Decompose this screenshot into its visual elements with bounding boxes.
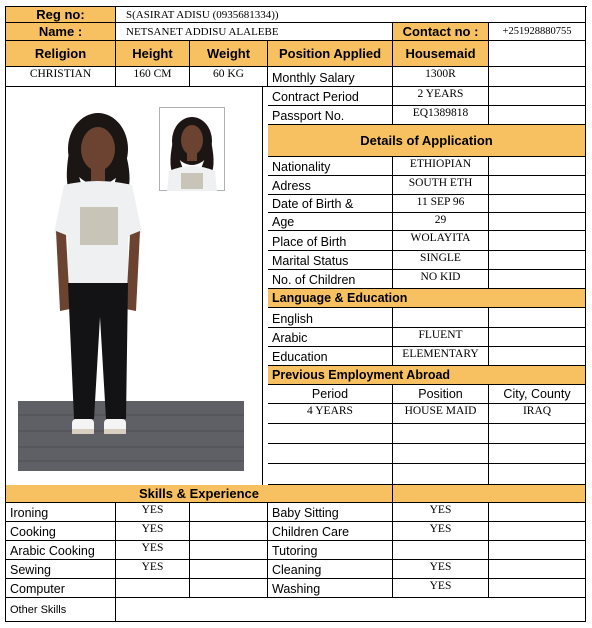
position-applied-header: Position Applied [268,41,393,67]
blank-cell [489,328,586,347]
ironing-label: Ironing [6,503,116,522]
weight-value: 60 KG [190,67,268,87]
weight-header: Weight [190,41,268,67]
position-applied-value: Housemaid [393,41,489,67]
employment-cell [489,424,586,444]
blank-cell [489,176,586,195]
skills-header-filler [393,485,586,503]
contact-value: +251928880755 [489,23,586,41]
address-label: Adress [268,176,393,195]
religion-header: Religion [6,41,116,67]
height-value: 160 CM [116,67,190,87]
employment-cell [393,444,489,464]
blank-cell [489,251,586,270]
monthly-salary-label: Monthly Salary [268,67,393,87]
arabic-cooking-label: Arabic Cooking [6,541,116,560]
city-county-header: City, County [489,385,586,404]
cooking-label: Cooking [6,522,116,541]
passport-photo [159,107,225,191]
blank-cell [190,503,268,522]
religion-value: CHRISTIAN [6,67,116,87]
reg-no-label: Reg no: [6,7,116,23]
height-header: Height [116,41,190,67]
passport-no-value: EQ1389818 [393,106,489,125]
arabic-value: FLUENT [393,328,489,347]
previous-employment-header: Previous Employment Abroad [268,366,586,385]
employment-cell: 4 YEARS [268,404,393,424]
age-label: Age [268,213,393,231]
employment-cell [268,424,393,444]
name-label: Name : [6,23,116,41]
marital-status-value: SINGLE [393,251,489,270]
employment-cell: HOUSE MAID [393,404,489,424]
language-education-header: Language & Education [268,289,586,308]
blank-cell [489,522,586,541]
name-value: NETSANET ADDISU ALALEBE [116,23,393,41]
photo-area [6,87,263,485]
blank-cell [489,579,586,598]
other-skills-label: Other Skills [6,598,116,622]
blank-cell [489,87,586,106]
application-form [5,6,587,622]
employment-cell [393,424,489,444]
age-value: 29 [393,213,489,231]
date-of-birth-label: Date of Birth & [268,195,393,213]
blank-cell [489,213,586,231]
blank-cell [489,41,586,67]
other-skills-value [116,598,586,622]
blank-cell [190,522,268,541]
marital-status-label: Marital Status [268,251,393,270]
washing-label: Washing [268,579,393,598]
blank-cell [489,270,586,289]
skills-experience-header: Skills & Experience [6,485,393,503]
sewing-value: YES [116,560,190,579]
education-value: ELEMENTARY [393,347,489,366]
employment-cell [489,444,586,464]
tutoring-value [393,541,489,560]
blank-cell [489,347,586,366]
details-of-application-header: Details of Application [268,125,586,157]
children-care-label: Children Care [268,522,393,541]
blank-cell [190,541,268,560]
sewing-label: Sewing [6,560,116,579]
blank-cell [489,541,586,560]
contract-period-value: 2 YEARS [393,87,489,106]
employment-cell [489,464,586,485]
computer-label: Computer [6,579,116,598]
address-value: SOUTH ETH [393,176,489,195]
blank-cell [489,560,586,579]
computer-value [116,579,190,598]
nationality-label: Nationality [268,157,393,176]
contact-label: Contact no : [393,23,489,41]
contract-period-label: Contract Period [268,87,393,106]
blank-cell [190,579,268,598]
baby-sitting-label: Baby Sitting [268,503,393,522]
blank-cell [489,195,586,213]
blank-cell [489,503,586,522]
cleaning-label: Cleaning [268,560,393,579]
children-care-value: YES [393,522,489,541]
monthly-salary-value: 1300R [393,67,489,87]
no-of-children-label: No. of Children [268,270,393,289]
cooking-value: YES [116,522,190,541]
tutoring-label: Tutoring [268,541,393,560]
education-label: Education [268,347,393,366]
blank-cell [489,157,586,176]
period-header: Period [268,385,393,404]
nationality-value: ETHIOPIAN [393,157,489,176]
passport-no-label: Passport No. [268,106,393,125]
arabic-label: Arabic [268,328,393,347]
blank-cell [489,231,586,251]
english-label: English [268,308,393,328]
employment-cell: IRAQ [489,404,586,424]
employment-cell [268,464,393,485]
ironing-value: YES [116,503,190,522]
blank-cell [489,106,586,125]
blank-cell [489,67,586,87]
no-of-children-value: NO KID [393,270,489,289]
arabic-cooking-value: YES [116,541,190,560]
place-of-birth-label: Place of Birth [268,231,393,251]
blank-cell [489,308,586,328]
employment-cell [393,464,489,485]
place-of-birth-value: WOLAYITA [393,231,489,251]
position-header: Position [393,385,489,404]
cleaning-value: YES [393,560,489,579]
employment-cell [268,444,393,464]
reg-no-value: S(ASIRAT ADISU (0935681334)) [116,7,586,23]
english-value [393,308,489,328]
blank-cell [190,560,268,579]
date-of-birth-value: 11 SEP 96 [393,195,489,213]
baby-sitting-value: YES [393,503,489,522]
washing-value: YES [393,579,489,598]
